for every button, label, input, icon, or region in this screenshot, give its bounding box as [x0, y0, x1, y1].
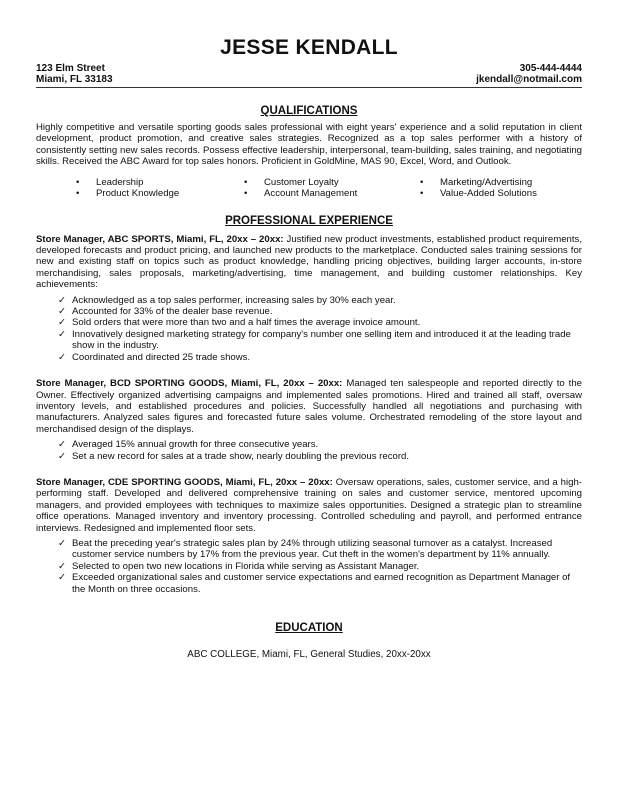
phone-number: 305-444-4444: [519, 63, 582, 74]
bullet-icon: •: [76, 176, 80, 188]
skill-item: [420, 188, 580, 200]
achievement-item: [58, 451, 582, 462]
skills-list: [76, 177, 582, 200]
address-block: [36, 63, 113, 85]
job-heading: Store Manager, ABC SPORTS, Miami, FL, 20xx – 20xx:: [36, 233, 284, 245]
education-entry: ABC COLLEGE, Miami, FL, General Studies, 20xx-20xx: [187, 649, 431, 660]
skill-item: [420, 177, 580, 189]
job-description: [36, 378, 582, 435]
job-description: [36, 234, 582, 291]
check-icon: ✓: [58, 572, 67, 584]
job-summary: Justified new product investments, established product requirements, developed forecasts and product pricing, and launched new products to the marketplace. Conducted sales training sessions for new and existing staff on topics such as product knowledge, handling pricing objectives, building larger accounts, in-store merchandising, sales proposals, marketing/advertising, time management, and building customer relationships. Key achievements:: [36, 233, 582, 291]
check-icon: ✓: [58, 560, 67, 572]
street-address: 123 Elm Street: [36, 63, 105, 74]
achievement-text: Coordinated and directed 25 trade shows.: [72, 351, 251, 363]
achievement-list: [36, 295, 582, 363]
achievement-text: Accounted for 33% of the dealer base revenue.: [72, 306, 273, 318]
bullet-icon: •: [420, 176, 424, 188]
skill-label: Product Knowledge: [96, 188, 180, 200]
city-state-zip: Miami, FL 33183: [36, 74, 113, 85]
job-description: [36, 477, 582, 534]
achievement-text: Exceeded organizational sales and customer service expectations and earned recognition as Department Manager of the Month on three occasions.: [72, 572, 571, 595]
check-icon: ✓: [58, 450, 67, 462]
achievement-text: Beat the preceding year's strategic sales plan by 24% through utilizing seasonal turnover as a catalyst. Increased customer service numbers by 17% from the previous year. Cut theft in the women's department by 11% annually.: [72, 537, 553, 561]
qualifications-heading: QUALIFICATIONS: [260, 105, 358, 117]
job-heading: Store Manager, BCD SPORTING GOODS, Miami, FL, 20xx – 20xx:: [36, 378, 343, 390]
resume-page: [36, 0, 582, 661]
header-divider: [36, 87, 582, 88]
education-heading: EDUCATION: [275, 622, 343, 634]
check-icon: ✓: [58, 351, 67, 363]
job-summary: Managed ten salespeople and reported directly to the Owner. Effectively organized advertising campaigns and implemented sales promotions. Hired and trained all staff, oversaw inventory levels, and established procedures and policies. Successfully handled all negotiations and purchasing with manufacturers. Analyzed sales figures and forecasted future sales volume. Orchestrated remodeling of the store layout and merchandised design of the displays.: [36, 378, 583, 435]
check-icon: ✓: [58, 294, 67, 306]
achievement-text: Acknowledged as a top sales performer, increasing sales by 30% each year.: [72, 294, 396, 306]
achievement-text: Selected to open two new locations in Florida while serving as Assistant Manager.: [72, 560, 420, 572]
check-icon: ✓: [58, 306, 67, 318]
check-icon: ✓: [58, 537, 67, 549]
contact-block: [36, 63, 582, 85]
achievement-list: [36, 439, 582, 462]
bullet-icon: •: [244, 176, 248, 188]
qualifications-summary: Highly competitive and versatile sporting goods sales professional with eight years' experience and a solid reputation in client development, product promotion, and creative sales strategies. Recognized as a top sales performer with a history of consistently setting new sales records. Possess effective leadership, interpersonal, team-building, sales training, and negotiating skills. Received the ABC Award for top sales honors. Proficient in GoldMine, MAS 90, Excel, Word, and Outlook.: [36, 122, 582, 168]
achievement-list: [36, 538, 582, 595]
achievement-text: Set a new record for sales at a trade show, nearly doubling the previous record.: [72, 450, 410, 462]
skill-label: Account Management: [264, 188, 358, 200]
bullet-icon: •: [244, 188, 248, 200]
skill-item: [244, 177, 420, 189]
achievement-item: [58, 295, 582, 306]
achievement-item: [58, 306, 582, 317]
job-heading: Store Manager, CDE SPORTING GOODS, Miami, FL, 20xx – 20xx:: [36, 476, 333, 488]
bullet-icon: •: [76, 188, 80, 200]
job-summary: Oversaw operations, sales, customer service, and a high-performing staff. Developed and delivered comprehensive training on sales and customer service, mentored upcoming managers, and provided employees with techniques to maximize sales opportunities. Designed a strategic plan to streamline office operations. Managed inventory and inventory processing. Controlled scheduling and payroll, and performed entrance interviews. Redesigned and implemented floor sets.: [36, 476, 582, 534]
skill-label: Marketing/Advertising: [440, 176, 533, 188]
achievement-text: Averaged 15% annual growth for three consecutive years.: [72, 439, 319, 451]
achievement-item: [58, 329, 582, 352]
skill-label: Leadership: [96, 176, 144, 188]
achievement-item: [58, 538, 582, 561]
achievement-item: [58, 317, 582, 328]
achievement-item: [58, 352, 582, 363]
skill-label: Value-Added Solutions: [440, 188, 537, 200]
check-icon: ✓: [58, 439, 67, 451]
experience-heading: PROFESSIONAL EXPERIENCE: [225, 214, 393, 227]
email-address: jkendall@notmail.com: [476, 74, 582, 85]
check-icon: ✓: [58, 328, 67, 340]
achievement-item: [58, 561, 582, 572]
skill-item: [76, 177, 244, 189]
phone-email-block: [476, 63, 582, 85]
candidate-name: JESSE KENDALL: [220, 36, 398, 59]
achievement-text: Innovatively designed marketing strategy for company's number one selling item and introduced it at the leading trade show in the industry.: [72, 328, 571, 352]
bullet-icon: •: [420, 188, 424, 200]
skill-item: [76, 188, 244, 200]
skill-item: [244, 188, 420, 200]
achievement-text: Sold orders that were more than two and a half times the average invoice amount.: [72, 317, 421, 329]
achievement-item: [58, 439, 582, 450]
check-icon: ✓: [58, 317, 67, 329]
skill-label: Customer Loyalty: [264, 176, 339, 188]
achievement-item: [58, 572, 582, 595]
